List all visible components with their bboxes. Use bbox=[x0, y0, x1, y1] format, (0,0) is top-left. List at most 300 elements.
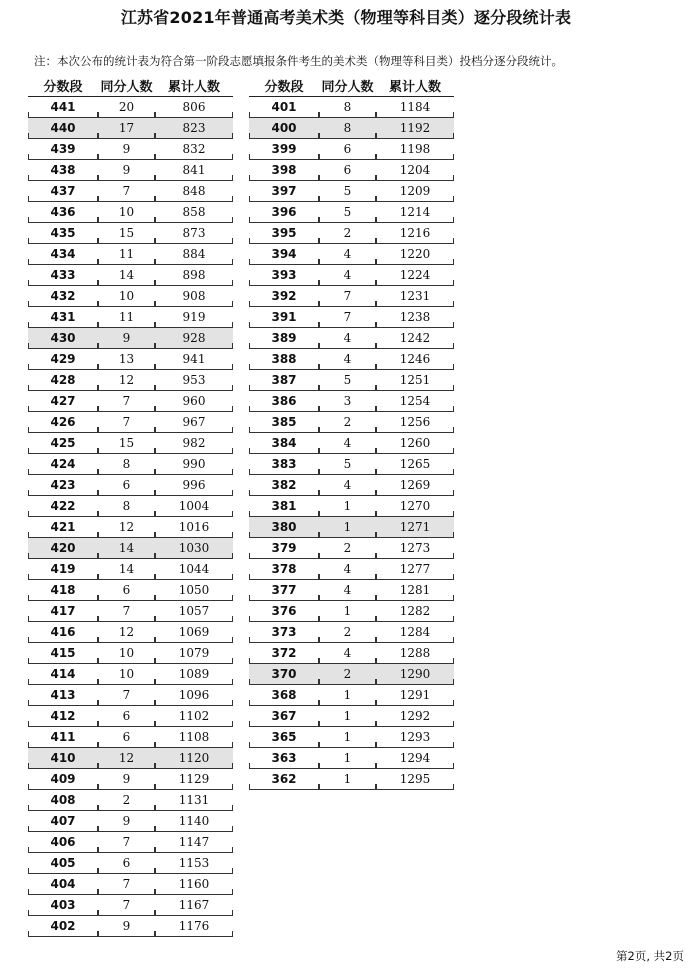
count-cell: 1 bbox=[319, 601, 376, 622]
score-cell: 395 bbox=[249, 223, 319, 244]
count-cell: 15 bbox=[98, 433, 155, 454]
cumulative-cell: 1231 bbox=[376, 286, 454, 307]
cumulative-cell: 848 bbox=[155, 181, 233, 202]
table-row bbox=[249, 496, 454, 517]
table-row bbox=[249, 223, 454, 244]
score-cell: 372 bbox=[249, 643, 319, 664]
score-cell: 409 bbox=[28, 769, 98, 790]
cumulative-cell: 1204 bbox=[376, 160, 454, 181]
count-cell: 12 bbox=[98, 748, 155, 769]
table-row bbox=[28, 832, 233, 853]
count-cell: 9 bbox=[98, 769, 155, 790]
table-row bbox=[249, 517, 454, 538]
score-cell: 407 bbox=[28, 811, 98, 832]
table-row bbox=[28, 601, 233, 622]
table-row bbox=[249, 265, 454, 286]
table-row bbox=[28, 664, 233, 685]
score-cell: 441 bbox=[28, 97, 98, 118]
score-cell: 427 bbox=[28, 391, 98, 412]
count-cell: 1 bbox=[319, 727, 376, 748]
cumulative-cell: 1057 bbox=[155, 601, 233, 622]
count-cell: 14 bbox=[98, 265, 155, 286]
count-cell: 6 bbox=[98, 475, 155, 496]
table-row bbox=[28, 160, 233, 181]
count-cell: 8 bbox=[98, 454, 155, 475]
cumulative-cell: 1295 bbox=[376, 769, 454, 790]
score-cell: 383 bbox=[249, 454, 319, 475]
table-row bbox=[249, 475, 454, 496]
cumulative-cell: 960 bbox=[155, 391, 233, 412]
score-cell: 440 bbox=[28, 118, 98, 139]
score-cell: 429 bbox=[28, 349, 98, 370]
cumulative-cell: 1209 bbox=[376, 181, 454, 202]
table-row bbox=[249, 664, 454, 685]
table-row bbox=[28, 244, 233, 265]
score-cell: 379 bbox=[249, 538, 319, 559]
table-row bbox=[28, 307, 233, 328]
score-cell: 403 bbox=[28, 895, 98, 916]
cumulative-cell: 1120 bbox=[155, 748, 233, 769]
cumulative-cell: 1016 bbox=[155, 517, 233, 538]
count-cell: 1 bbox=[319, 706, 376, 727]
score-cell: 412 bbox=[28, 706, 98, 727]
cumulative-cell: 1292 bbox=[376, 706, 454, 727]
cumulative-cell: 832 bbox=[155, 139, 233, 160]
count-cell: 11 bbox=[98, 307, 155, 328]
cumulative-cell: 1176 bbox=[155, 916, 233, 937]
table-row bbox=[249, 307, 454, 328]
cumulative-cell: 908 bbox=[155, 286, 233, 307]
cumulative-cell: 941 bbox=[155, 349, 233, 370]
count-cell: 9 bbox=[98, 160, 155, 181]
count-cell: 7 bbox=[98, 391, 155, 412]
table-row bbox=[249, 328, 454, 349]
cumulative-cell: 1284 bbox=[376, 622, 454, 643]
header-cumulative: 累计人数 bbox=[376, 74, 454, 97]
score-cell: 416 bbox=[28, 622, 98, 643]
score-cell: 432 bbox=[28, 286, 98, 307]
cumulative-cell: 1288 bbox=[376, 643, 454, 664]
cumulative-cell: 1273 bbox=[376, 538, 454, 559]
table-row bbox=[28, 874, 233, 895]
table-row bbox=[28, 790, 233, 811]
cumulative-cell: 1108 bbox=[155, 727, 233, 748]
cumulative-cell: 898 bbox=[155, 265, 233, 286]
table-row bbox=[249, 559, 454, 580]
count-cell: 12 bbox=[98, 622, 155, 643]
count-cell: 7 bbox=[98, 685, 155, 706]
count-cell: 10 bbox=[98, 286, 155, 307]
count-cell: 8 bbox=[98, 496, 155, 517]
count-cell: 2 bbox=[319, 538, 376, 559]
cumulative-cell: 1216 bbox=[376, 223, 454, 244]
score-cell: 382 bbox=[249, 475, 319, 496]
score-cell: 400 bbox=[249, 118, 319, 139]
count-cell: 10 bbox=[98, 643, 155, 664]
table-row bbox=[249, 706, 454, 727]
count-cell: 5 bbox=[319, 202, 376, 223]
table-row bbox=[249, 433, 454, 454]
cumulative-cell: 982 bbox=[155, 433, 233, 454]
table-row bbox=[249, 391, 454, 412]
table-header-row bbox=[28, 74, 233, 97]
score-cell: 402 bbox=[28, 916, 98, 937]
header-count: 同分人数 bbox=[319, 74, 376, 97]
table-row bbox=[28, 391, 233, 412]
score-cell: 393 bbox=[249, 265, 319, 286]
cumulative-cell: 806 bbox=[155, 97, 233, 118]
count-cell: 5 bbox=[319, 181, 376, 202]
table-row bbox=[249, 244, 454, 265]
cumulative-cell: 1160 bbox=[155, 874, 233, 895]
table-row bbox=[249, 181, 454, 202]
score-cell: 433 bbox=[28, 265, 98, 286]
count-cell: 4 bbox=[319, 328, 376, 349]
table-row bbox=[28, 475, 233, 496]
count-cell: 6 bbox=[319, 139, 376, 160]
cumulative-cell: 1153 bbox=[155, 853, 233, 874]
count-cell: 7 bbox=[98, 874, 155, 895]
table-row bbox=[249, 454, 454, 475]
score-cell: 385 bbox=[249, 412, 319, 433]
score-cell: 414 bbox=[28, 664, 98, 685]
cumulative-cell: 928 bbox=[155, 328, 233, 349]
table-row bbox=[28, 412, 233, 433]
table-row bbox=[28, 811, 233, 832]
count-cell: 1 bbox=[319, 769, 376, 790]
table-row bbox=[28, 328, 233, 349]
table-row bbox=[28, 97, 233, 118]
count-cell: 6 bbox=[98, 853, 155, 874]
count-cell: 8 bbox=[319, 97, 376, 118]
score-cell: 399 bbox=[249, 139, 319, 160]
cumulative-cell: 1131 bbox=[155, 790, 233, 811]
table-row bbox=[249, 769, 454, 790]
count-cell: 6 bbox=[98, 727, 155, 748]
count-cell: 3 bbox=[319, 391, 376, 412]
score-cell: 404 bbox=[28, 874, 98, 895]
table-row bbox=[28, 181, 233, 202]
table-header-row bbox=[249, 74, 454, 97]
score-cell: 430 bbox=[28, 328, 98, 349]
table-row bbox=[249, 160, 454, 181]
header-count: 同分人数 bbox=[98, 74, 155, 97]
count-cell: 8 bbox=[319, 118, 376, 139]
header-score: 分数段 bbox=[249, 74, 319, 97]
score-cell: 378 bbox=[249, 559, 319, 580]
table-row bbox=[28, 916, 233, 937]
score-table-left-body bbox=[28, 97, 233, 937]
header-cumulative: 累计人数 bbox=[155, 74, 233, 97]
table-row bbox=[249, 685, 454, 706]
cumulative-cell: 1251 bbox=[376, 370, 454, 391]
table-row bbox=[28, 685, 233, 706]
count-cell: 7 bbox=[98, 832, 155, 853]
cumulative-cell: 1192 bbox=[376, 118, 454, 139]
count-cell: 13 bbox=[98, 349, 155, 370]
score-cell: 401 bbox=[249, 97, 319, 118]
cumulative-cell: 1096 bbox=[155, 685, 233, 706]
table-row bbox=[28, 748, 233, 769]
table-row bbox=[28, 223, 233, 244]
cumulative-cell: 1079 bbox=[155, 643, 233, 664]
cumulative-cell: 823 bbox=[155, 118, 233, 139]
table-row bbox=[28, 265, 233, 286]
count-cell: 4 bbox=[319, 580, 376, 601]
table-row bbox=[249, 601, 454, 622]
score-cell: 386 bbox=[249, 391, 319, 412]
cumulative-cell: 858 bbox=[155, 202, 233, 223]
cumulative-cell: 1256 bbox=[376, 412, 454, 433]
score-cell: 373 bbox=[249, 622, 319, 643]
table-row bbox=[249, 622, 454, 643]
score-table-left bbox=[28, 74, 233, 937]
cumulative-cell: 1265 bbox=[376, 454, 454, 475]
score-cell: 439 bbox=[28, 139, 98, 160]
count-cell: 15 bbox=[98, 223, 155, 244]
score-cell: 406 bbox=[28, 832, 98, 853]
score-cell: 394 bbox=[249, 244, 319, 265]
count-cell: 2 bbox=[319, 664, 376, 685]
score-cell: 377 bbox=[249, 580, 319, 601]
count-cell: 6 bbox=[319, 160, 376, 181]
score-cell: 420 bbox=[28, 538, 98, 559]
cumulative-cell: 1044 bbox=[155, 559, 233, 580]
document-note: 注：本次公布的统计表为符合第一阶段志愿填报条件考生的美术类（物理等科目类）投档分逐分段统计。 bbox=[34, 54, 563, 68]
count-cell: 14 bbox=[98, 559, 155, 580]
count-cell: 17 bbox=[98, 118, 155, 139]
score-cell: 437 bbox=[28, 181, 98, 202]
score-cell: 365 bbox=[249, 727, 319, 748]
table-row bbox=[249, 727, 454, 748]
table-row bbox=[28, 769, 233, 790]
cumulative-cell: 1198 bbox=[376, 139, 454, 160]
score-cell: 411 bbox=[28, 727, 98, 748]
cumulative-cell: 1294 bbox=[376, 748, 454, 769]
score-cell: 376 bbox=[249, 601, 319, 622]
table-row bbox=[28, 286, 233, 307]
score-cell: 380 bbox=[249, 517, 319, 538]
cumulative-cell: 1290 bbox=[376, 664, 454, 685]
count-cell: 1 bbox=[319, 748, 376, 769]
cumulative-cell: 1282 bbox=[376, 601, 454, 622]
cumulative-cell: 1220 bbox=[376, 244, 454, 265]
table-row bbox=[28, 643, 233, 664]
cumulative-cell: 1242 bbox=[376, 328, 454, 349]
cumulative-cell: 1069 bbox=[155, 622, 233, 643]
score-cell: 398 bbox=[249, 160, 319, 181]
table-row bbox=[249, 538, 454, 559]
count-cell: 7 bbox=[98, 412, 155, 433]
score-cell: 370 bbox=[249, 664, 319, 685]
cumulative-cell: 1269 bbox=[376, 475, 454, 496]
score-cell: 415 bbox=[28, 643, 98, 664]
count-cell: 1 bbox=[319, 517, 376, 538]
score-cell: 424 bbox=[28, 454, 98, 475]
score-cell: 384 bbox=[249, 433, 319, 454]
count-cell: 6 bbox=[98, 580, 155, 601]
score-cell: 396 bbox=[249, 202, 319, 223]
page-number: 第2页, 共2页 bbox=[616, 949, 684, 963]
count-cell: 2 bbox=[319, 412, 376, 433]
table-row bbox=[28, 559, 233, 580]
score-cell: 391 bbox=[249, 307, 319, 328]
count-cell: 4 bbox=[319, 559, 376, 580]
document-title: 江苏省2021年普通高考美术类（物理等科目类）逐分段统计表 bbox=[120, 8, 572, 27]
score-table-right-body bbox=[249, 97, 454, 790]
count-cell: 4 bbox=[319, 265, 376, 286]
table-row bbox=[28, 580, 233, 601]
count-cell: 4 bbox=[319, 244, 376, 265]
cumulative-cell: 1277 bbox=[376, 559, 454, 580]
score-table-right bbox=[249, 74, 454, 790]
count-cell: 12 bbox=[98, 370, 155, 391]
score-cell: 421 bbox=[28, 517, 98, 538]
table-row bbox=[249, 580, 454, 601]
cumulative-cell: 1224 bbox=[376, 265, 454, 286]
score-cell: 405 bbox=[28, 853, 98, 874]
score-cell: 368 bbox=[249, 685, 319, 706]
count-cell: 9 bbox=[98, 811, 155, 832]
table-row bbox=[249, 370, 454, 391]
cumulative-cell: 1140 bbox=[155, 811, 233, 832]
count-cell: 2 bbox=[319, 223, 376, 244]
cumulative-cell: 990 bbox=[155, 454, 233, 475]
table-row bbox=[28, 538, 233, 559]
cumulative-cell: 1147 bbox=[155, 832, 233, 853]
count-cell: 9 bbox=[98, 328, 155, 349]
count-cell: 4 bbox=[319, 475, 376, 496]
score-cell: 438 bbox=[28, 160, 98, 181]
cumulative-cell: 967 bbox=[155, 412, 233, 433]
cumulative-cell: 1050 bbox=[155, 580, 233, 601]
count-cell: 7 bbox=[98, 181, 155, 202]
table-row bbox=[249, 118, 454, 139]
cumulative-cell: 1167 bbox=[155, 895, 233, 916]
count-cell: 2 bbox=[319, 622, 376, 643]
cumulative-cell: 1270 bbox=[376, 496, 454, 517]
score-cell: 387 bbox=[249, 370, 319, 391]
count-cell: 10 bbox=[98, 202, 155, 223]
table-row bbox=[28, 139, 233, 160]
count-cell: 4 bbox=[319, 349, 376, 370]
cumulative-cell: 1246 bbox=[376, 349, 454, 370]
count-cell: 5 bbox=[319, 370, 376, 391]
score-cell: 426 bbox=[28, 412, 98, 433]
cumulative-cell: 996 bbox=[155, 475, 233, 496]
score-cell: 428 bbox=[28, 370, 98, 391]
cumulative-cell: 1089 bbox=[155, 664, 233, 685]
score-cell: 397 bbox=[249, 181, 319, 202]
count-cell: 7 bbox=[98, 601, 155, 622]
count-cell: 4 bbox=[319, 643, 376, 664]
count-cell: 4 bbox=[319, 433, 376, 454]
cumulative-cell: 1281 bbox=[376, 580, 454, 601]
count-cell: 7 bbox=[98, 895, 155, 916]
cumulative-cell: 1254 bbox=[376, 391, 454, 412]
count-cell: 7 bbox=[319, 307, 376, 328]
cumulative-cell: 1214 bbox=[376, 202, 454, 223]
count-cell: 12 bbox=[98, 517, 155, 538]
score-cell: 422 bbox=[28, 496, 98, 517]
cumulative-cell: 1271 bbox=[376, 517, 454, 538]
score-cell: 413 bbox=[28, 685, 98, 706]
count-cell: 11 bbox=[98, 244, 155, 265]
score-cell: 423 bbox=[28, 475, 98, 496]
count-cell: 2 bbox=[98, 790, 155, 811]
score-cell: 363 bbox=[249, 748, 319, 769]
cumulative-cell: 919 bbox=[155, 307, 233, 328]
score-cell: 436 bbox=[28, 202, 98, 223]
cumulative-cell: 1102 bbox=[155, 706, 233, 727]
table-row bbox=[249, 643, 454, 664]
table-row bbox=[28, 202, 233, 223]
table-row bbox=[28, 727, 233, 748]
cumulative-cell: 1260 bbox=[376, 433, 454, 454]
table-row bbox=[28, 706, 233, 727]
cumulative-cell: 1238 bbox=[376, 307, 454, 328]
score-cell: 362 bbox=[249, 769, 319, 790]
table-row bbox=[28, 496, 233, 517]
cumulative-cell: 1184 bbox=[376, 97, 454, 118]
score-cell: 417 bbox=[28, 601, 98, 622]
table-row bbox=[28, 118, 233, 139]
cumulative-cell: 841 bbox=[155, 160, 233, 181]
count-cell: 20 bbox=[98, 97, 155, 118]
score-cell: 408 bbox=[28, 790, 98, 811]
table-row bbox=[28, 895, 233, 916]
cumulative-cell: 953 bbox=[155, 370, 233, 391]
cumulative-cell: 1004 bbox=[155, 496, 233, 517]
score-cell: 392 bbox=[249, 286, 319, 307]
score-cell: 435 bbox=[28, 223, 98, 244]
score-cell: 418 bbox=[28, 580, 98, 601]
table-row bbox=[249, 286, 454, 307]
count-cell: 1 bbox=[319, 685, 376, 706]
cumulative-cell: 1129 bbox=[155, 769, 233, 790]
count-cell: 1 bbox=[319, 496, 376, 517]
score-cell: 389 bbox=[249, 328, 319, 349]
table-row bbox=[249, 412, 454, 433]
score-cell: 381 bbox=[249, 496, 319, 517]
table-row bbox=[28, 349, 233, 370]
table-row bbox=[28, 370, 233, 391]
table-row bbox=[249, 349, 454, 370]
score-cell: 388 bbox=[249, 349, 319, 370]
table-row bbox=[249, 97, 454, 118]
header-score: 分数段 bbox=[28, 74, 98, 97]
count-cell: 9 bbox=[98, 916, 155, 937]
count-cell: 9 bbox=[98, 139, 155, 160]
cumulative-cell: 873 bbox=[155, 223, 233, 244]
table-row bbox=[28, 622, 233, 643]
score-cell: 419 bbox=[28, 559, 98, 580]
table-row bbox=[249, 748, 454, 769]
table-row bbox=[28, 853, 233, 874]
table-row bbox=[28, 454, 233, 475]
cumulative-cell: 1291 bbox=[376, 685, 454, 706]
score-cell: 367 bbox=[249, 706, 319, 727]
cumulative-cell: 1030 bbox=[155, 538, 233, 559]
score-cell: 425 bbox=[28, 433, 98, 454]
table-row bbox=[249, 202, 454, 223]
cumulative-cell: 884 bbox=[155, 244, 233, 265]
score-cell: 434 bbox=[28, 244, 98, 265]
count-cell: 6 bbox=[98, 706, 155, 727]
table-row bbox=[249, 139, 454, 160]
score-cell: 431 bbox=[28, 307, 98, 328]
score-cell: 410 bbox=[28, 748, 98, 769]
